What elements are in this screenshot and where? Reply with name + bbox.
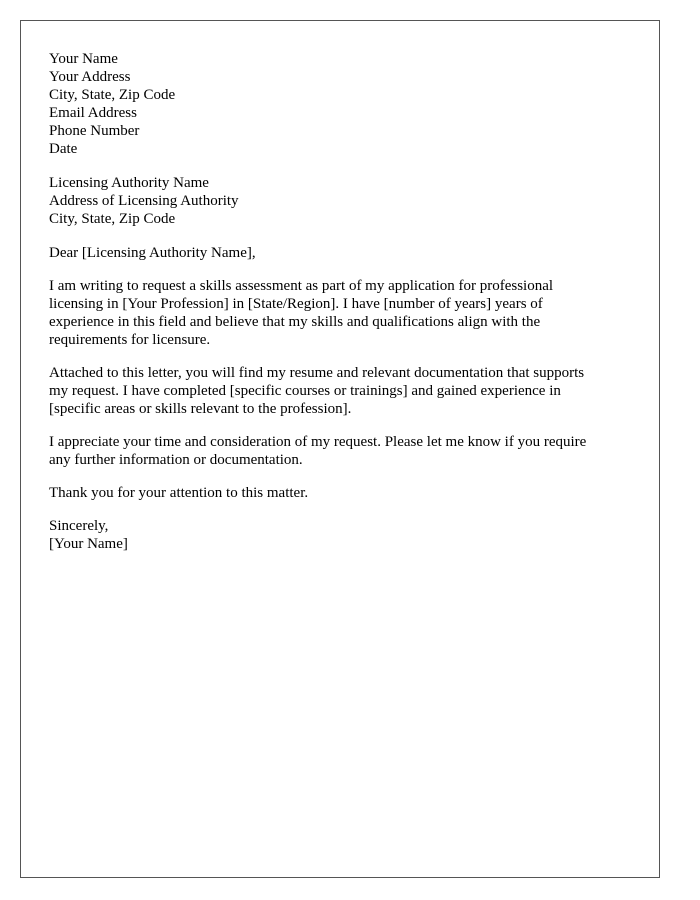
letter-date: Date bbox=[49, 141, 78, 157]
letter-content bbox=[49, 50, 639, 553]
sender-address: Your Address bbox=[49, 69, 131, 85]
body-paragraph-2: Attached to this letter, you will find my resume and relevant documentation that supports my request. I have completed [specific courses or trainings] and gained experience in [specific areas or skills relevant to the profession]. bbox=[49, 365, 585, 417]
body-paragraph-4: Thank you for your attention to this matter. bbox=[49, 485, 309, 501]
body-paragraph-3: I appreciate your time and consideration of my request. Please let me know if you require any further information or documentation. bbox=[49, 434, 587, 468]
sender-city-state-zip: City, State, Zip Code bbox=[49, 87, 176, 103]
letter-page bbox=[20, 20, 660, 878]
body-paragraph-1: I am writing to request a skills assessment as part of my application for professional licensing in [Your Profession] in [State/Region]. I have [number of years] years of experience in this field and believe that my skills and qualifications align with the requirements for licensure. bbox=[49, 278, 554, 348]
sender-block bbox=[49, 50, 639, 158]
closing-block bbox=[49, 517, 639, 553]
sender-name: Your Name bbox=[49, 51, 118, 67]
recipient-address: Address of Licensing Authority bbox=[49, 193, 239, 209]
sender-phone: Phone Number bbox=[49, 123, 140, 139]
recipient-name: Licensing Authority Name bbox=[49, 175, 209, 191]
salutation: Dear [Licensing Authority Name], bbox=[49, 245, 256, 261]
recipient-city-state-zip: City, State, Zip Code bbox=[49, 211, 176, 227]
recipient-block bbox=[49, 174, 639, 228]
sender-email: Email Address bbox=[49, 105, 137, 121]
signature-name: [Your Name] bbox=[49, 536, 128, 552]
valediction: Sincerely, bbox=[49, 518, 109, 534]
